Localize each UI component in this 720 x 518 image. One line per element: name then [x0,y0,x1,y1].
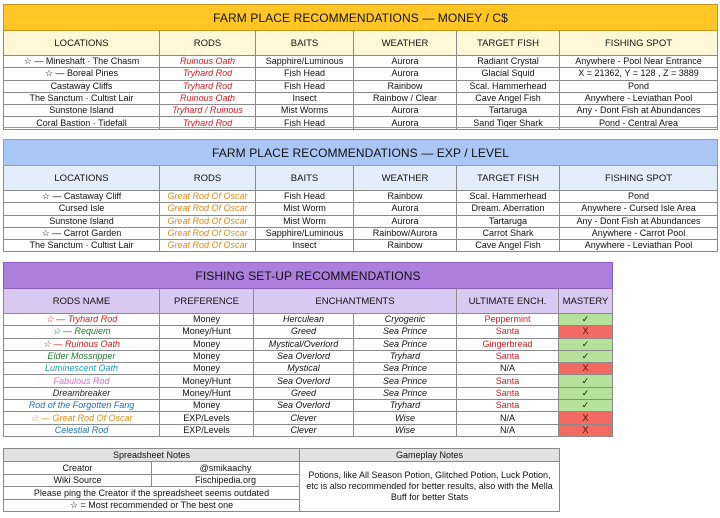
spot-cell: Anywhere - Cursed Isle Area [560,203,718,215]
mastery-cell [559,375,613,387]
ultimate-ench-cell: N/A [457,363,559,375]
enchantment-cell: Sea Overlord [254,375,354,387]
ultimate-ench-cell: N/A [457,412,559,424]
ultimate-ench-cell: Santa [457,375,559,387]
bait-cell: Fish Head [256,68,354,80]
location-cell: The Sanctum · Cultist Lair [4,240,160,252]
enchantment-cell: Sea Prince [354,326,457,338]
fish-cell: Cave Angel Fish [457,92,560,104]
rod-name-cell: Rod of the Forgotten Fang [4,400,160,412]
mastery-cell [559,412,613,424]
spot-cell: Pond - Central Area [560,117,718,129]
table-row [4,412,613,424]
table-row [4,215,718,227]
rod-name-cell: Elder Mossripper [4,350,160,362]
table-row [4,375,613,387]
setup-table [3,262,613,437]
enchantment-cell: Cryogenic [354,314,457,326]
weather-cell: Rainbow / Clear [354,92,457,104]
setup-table-title: FISHING SET-UP RECOMMENDATIONS [4,263,613,289]
spot-cell: Pond [560,80,718,92]
preference-cell: Money [160,338,254,350]
creator-label: Creator [4,462,152,475]
spot-cell: Any - Dont Fish at Abundances [560,105,718,117]
notes-table [3,448,560,512]
ultimate-ench-cell: Gingerbread [457,338,559,350]
mastery-cell [559,350,613,362]
preference-cell: Money [160,363,254,375]
wiki-label: Wiki Source [4,474,152,487]
enchantment-cell: Greed [254,326,354,338]
rod-name-cell: ☆ — Requiem [4,326,160,338]
checkmark-icon: ✓ [581,387,590,398]
weather-cell: Aurora [354,215,457,227]
checkmark-icon: ✓ [581,351,590,362]
location-cell: ☆ — Castaway Cliff [4,191,160,203]
enchantment-cell: Wise [354,412,457,424]
table-row [4,338,613,350]
fish-cell: Cave Angel Fish [457,240,560,252]
rod-name-cell: Dreambreaker [4,387,160,399]
location-cell: ☆ — Mineshaft · The Chasm [4,56,160,68]
preference-cell: EXP/Levels [160,424,254,436]
bait-cell: Fish Head [256,80,354,92]
rod-name-cell: ☆ — Ruinous Oath [4,338,160,350]
ultimate-ench-cell: Peppermint [457,314,559,326]
spreadsheet-notes-header: Spreadsheet Notes [4,449,300,462]
fish-cell: Dream. Aberration [457,203,560,215]
fish-cell: Carrot Shark [457,227,560,239]
table-row [4,105,718,117]
rod-cell: Ruinous Oath [160,92,256,104]
spot-cell: Any - Dont Fish at Abundances [560,215,718,227]
cross-icon: X [582,424,589,435]
rod-cell: Tryhard Rod [160,68,256,80]
mastery-cell [559,424,613,436]
column-header: WEATHER [354,31,457,56]
exp-table-title: FARM PLACE RECOMMENDATIONS — EXP / LEVEL [4,140,718,166]
bait-cell: Fish Head [256,191,354,203]
preference-cell: Money [160,314,254,326]
enchantment-cell: Tryhard [354,350,457,362]
rod-cell: Tryhard / Ruinous [160,105,256,117]
column-header: TARGET FISH [457,166,560,191]
fish-cell: Glacial Squid [457,68,560,80]
enchantment-cell: Herculean [254,314,354,326]
preference-cell: Money/Hunt [160,387,254,399]
enchantment-cell: Clever [254,424,354,436]
enchantment-cell: Wise [354,424,457,436]
mastery-cell [559,400,613,412]
spot-cell: Anywhere - Carrot Pool [560,227,718,239]
column-header: RODS NAME [4,289,160,314]
rod-cell: Great Rod Of Oscar [160,203,256,215]
weather-cell: Rainbow [354,191,457,203]
checkmark-icon: ✓ [581,400,590,411]
gameplay-notes-header: Gameplay Notes [300,449,560,462]
column-header: WEATHER [354,166,457,191]
ping-note: Please ping the Creator if the spreadsheet seems outdated [4,487,300,500]
table-row [4,326,613,338]
fish-cell: Tartaruga [457,215,560,227]
checkmark-icon: ✓ [581,314,590,325]
column-header: RODS [160,31,256,56]
enchantment-cell: Sea Prince [354,375,457,387]
rod-cell: Great Rod Of Oscar [160,215,256,227]
location-cell: Castaway Cliffs [4,80,160,92]
weather-cell: Aurora [354,56,457,68]
gameplay-notes-text: Potions, like All Season Potion, Glitched Potion, Luck Potion, etc is also recommended for better results, also with the Mella Buff for better Stats [300,462,560,512]
location-cell: Sunstone Island [4,105,160,117]
weather-cell: Aurora [354,203,457,215]
creator-value: @smikaachy [152,462,300,475]
rod-cell: Great Rod Of Oscar [160,191,256,203]
location-cell: ☆ — Boreal Pines [4,68,160,80]
table-row [4,56,718,68]
ultimate-ench-cell: Santa [457,326,559,338]
bait-cell: Insect [256,240,354,252]
money-table-title: FARM PLACE RECOMMENDATIONS — MONEY / C$ [4,5,718,31]
fish-cell: Scal. Hammerhead [457,80,560,92]
bait-cell: Fish Head [256,117,354,129]
star-legend: ☆ = Most recommended or The best one [4,499,300,512]
column-header: ENCHANTMENTS [254,289,457,314]
column-header: RODS [160,166,256,191]
rod-name-cell: Luminescent Oath [4,363,160,375]
rod-name-cell: Fabulous Rod [4,375,160,387]
spot-cell: X = 21362, Y = 128 , Z = 3889 [560,68,718,80]
table-row [4,387,613,399]
table-row [4,400,613,412]
enchantment-cell: Sea Prince [354,387,457,399]
table-row [4,92,718,104]
rod-name-cell: ☆ — Great Rod Of Oscar [4,412,160,424]
mastery-cell [559,387,613,399]
weather-cell: Rainbow [354,80,457,92]
table-row [4,203,718,215]
fish-cell: Scal. Hammerhead [457,191,560,203]
location-cell: The Sanctum · Cultist Lair [4,92,160,104]
preference-cell: Money/Hunt [160,326,254,338]
column-header: LOCATIONS [4,166,160,191]
fish-cell: Sand Tiger Shark [457,117,560,129]
rod-cell: Great Rod Of Oscar [160,240,256,252]
rod-name-cell: ☆ — Tryhard Rod [4,314,160,326]
ultimate-ench-cell: Santa [457,350,559,362]
mastery-cell [559,326,613,338]
fish-cell: Tartaruga [457,105,560,117]
column-header: LOCATIONS [4,31,160,56]
cross-icon: X [582,412,589,423]
exp-table [3,139,718,252]
cross-icon: X [582,363,589,374]
divider [3,127,717,128]
column-header: BAITS [256,166,354,191]
bait-cell: Mist Worm [256,203,354,215]
weather-cell: Aurora [354,68,457,80]
table-row [4,424,613,436]
weather-cell: Rainbow [354,240,457,252]
rod-cell: Tryhard Rod [160,80,256,92]
column-header: TARGET FISH [457,31,560,56]
table-row [4,314,613,326]
wiki-value[interactable]: Fischipedia.org [152,474,300,487]
spot-cell: Anywhere - Leviathan Pool [560,92,718,104]
location-cell: Coral Bastion · Tidefall [4,117,160,129]
table-row [4,68,718,80]
rod-cell: Ruinous Oath [160,56,256,68]
weather-cell: Aurora [354,117,457,129]
column-header: MASTERY [559,289,613,314]
preference-cell: Money/Hunt [160,375,254,387]
spot-cell: Anywhere - Leviathan Pool [560,240,718,252]
spot-cell: Anywhere - Pool Near Entrance [560,56,718,68]
fish-cell: Radiant Crystal [457,56,560,68]
enchantment-cell: Tryhard [354,400,457,412]
bait-cell: Sapphire/Luminous [256,227,354,239]
table-row [4,350,613,362]
column-header: ULTIMATE ENCH. [457,289,559,314]
money-table [3,4,718,130]
preference-cell: Money [160,350,254,362]
column-header: FISHING SPOT [560,31,718,56]
rod-name-cell: Celestial Rod [4,424,160,436]
enchantment-cell: Sea Prince [354,338,457,350]
enchantment-cell: Mystical/Overlord [254,338,354,350]
enchantment-cell: Clever [254,412,354,424]
location-cell: ☆ — Carrot Garden [4,227,160,239]
preference-cell: Money [160,400,254,412]
bait-cell: Sapphire/Luminous [256,56,354,68]
column-header: PREFERENCE [160,289,254,314]
mastery-cell [559,338,613,350]
bait-cell: Mist Worms [256,105,354,117]
enchantment-cell: Sea Overlord [254,400,354,412]
ultimate-ench-cell: Santa [457,400,559,412]
enchantment-cell: Sea Prince [354,363,457,375]
table-row [4,227,718,239]
checkmark-icon: ✓ [581,375,590,386]
ultimate-ench-cell: N/A [457,424,559,436]
location-cell: Sunstone Island [4,215,160,227]
mastery-cell [559,314,613,326]
rod-cell: Great Rod Of Oscar [160,227,256,239]
table-row [4,363,613,375]
bait-cell: Mist Worm [256,215,354,227]
enchantment-cell: Mystical [254,363,354,375]
cross-icon: X [582,326,589,337]
mastery-cell [559,363,613,375]
bait-cell: Insect [256,92,354,104]
column-header: BAITS [256,31,354,56]
weather-cell: Rainbow/Aurora [354,227,457,239]
table-row [4,240,718,252]
table-row [4,191,718,203]
enchantment-cell: Greed [254,387,354,399]
table-row [4,80,718,92]
preference-cell: EXP/Levels [160,412,254,424]
weather-cell: Aurora [354,105,457,117]
location-cell: Cursed Isle [4,203,160,215]
spot-cell: Pond [560,191,718,203]
ultimate-ench-cell: Santa [457,387,559,399]
checkmark-icon: ✓ [581,338,590,349]
column-header: FISHING SPOT [560,166,718,191]
enchantment-cell: Sea Overlord [254,350,354,362]
rod-cell: Tryhard Rod [160,117,256,129]
